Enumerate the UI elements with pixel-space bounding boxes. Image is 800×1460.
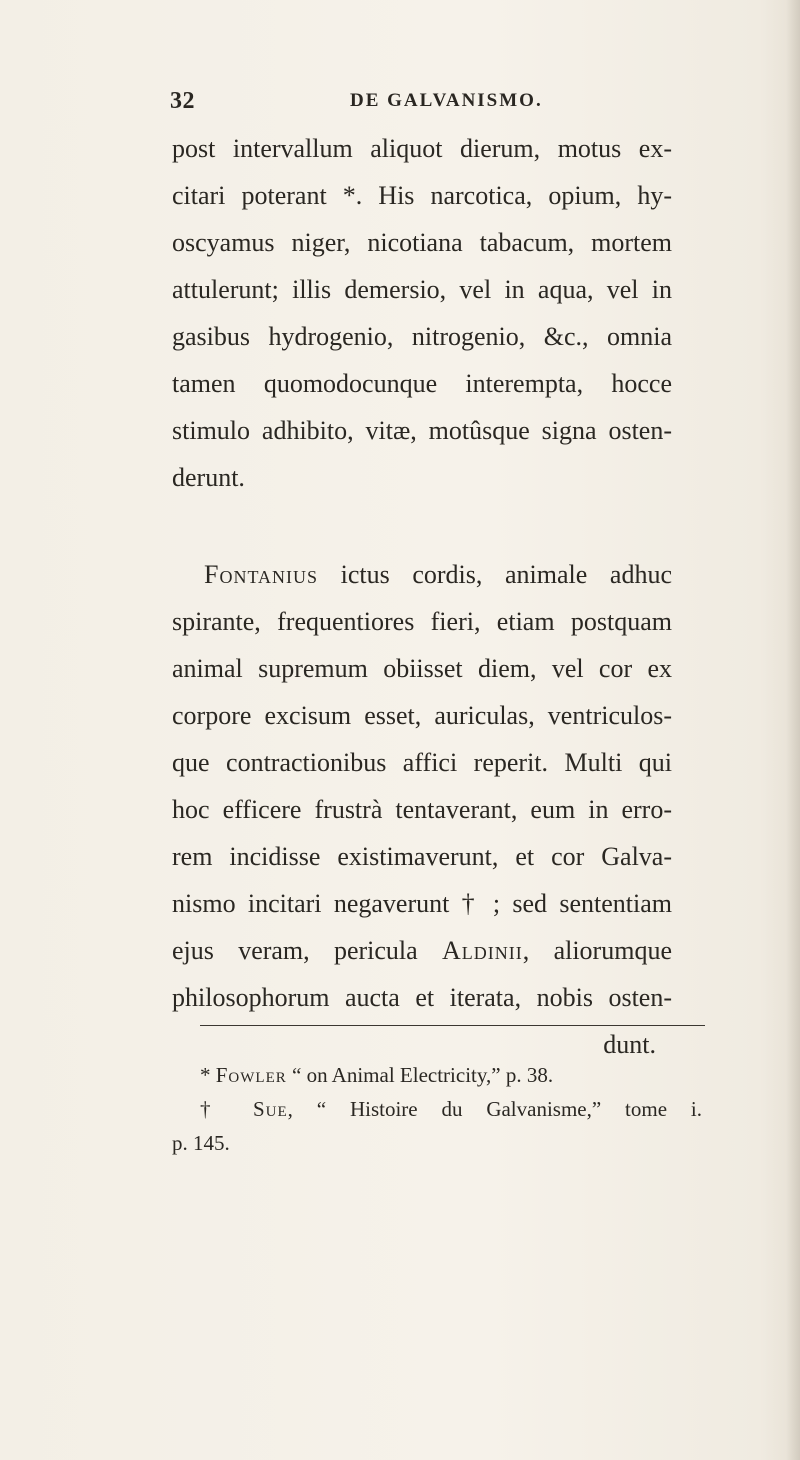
footnote-text: “ on Animal Electricity,” p. 38. (286, 1063, 554, 1087)
text-span: , aliorumque (522, 936, 672, 965)
page-edge-shadow (786, 0, 800, 1460)
text-line: derunt. (172, 463, 245, 492)
text-span: ejus veram, pericula (172, 936, 442, 965)
footnotes (172, 1058, 702, 1160)
running-head (170, 88, 670, 118)
body-text (172, 125, 672, 1068)
footnote-mark: † (200, 1097, 253, 1121)
text-line: oscyamus niger, nicotiana tabacum, mortem (172, 228, 672, 257)
text-line: spirante, frequentiores fieri, etiam postquam (172, 607, 672, 636)
text-line (172, 927, 672, 974)
paragraph-2 (172, 551, 672, 1068)
text-line: tamen quomodocunque interempta, hocce (172, 369, 672, 398)
footnote-1 (172, 1058, 702, 1092)
text-line: que contractionibus affici reperit. Multi qui (172, 748, 672, 777)
text-line: citari poterant *. His narcotica, opium, hy- (172, 181, 672, 210)
text-line: rem incidisse existimaverunt, et cor Galva- (172, 842, 672, 871)
text-line: gasibus hydrogenio, nitrogenio, &c., omnia (172, 322, 672, 351)
footnote-rule (200, 1025, 705, 1026)
footnote-author: Sue (252, 1097, 288, 1121)
author-name-fontanius: Fontanius (204, 560, 319, 589)
running-title: DE GALVANISMO. (350, 90, 543, 111)
text-line: nismo incitari negaverunt † ; sed sententiam (172, 889, 672, 918)
footnote-2-continuation: p. 145. (172, 1131, 230, 1155)
text-line: dunt. (603, 1030, 656, 1059)
footnote-2 (172, 1092, 702, 1126)
footnote-text: , “ Histoire du Galvanisme,” tome i. (287, 1097, 702, 1121)
text-line: animal supremum obiisset diem, vel cor ex (172, 654, 672, 683)
text-line: philosophorum aucta et iterata, nobis osten- (172, 983, 672, 1012)
text-line: post intervallum aliquot dierum, motus ex- (172, 134, 672, 163)
text-line: corpore excisum esset, auriculas, ventriculos- (172, 701, 672, 730)
indent (172, 560, 204, 589)
text-line: stimulo adhibito, vitæ, motûsque signa osten- (172, 416, 672, 445)
footnote-author: Fowler (215, 1063, 287, 1087)
text-line: hoc efficere frustrà tentaverant, eum in erro- (172, 795, 672, 824)
text-span: ictus cordis, animale adhuc (318, 560, 672, 589)
text-line: attulerunt; illis demersio, vel in aqua, vel in (172, 275, 672, 304)
author-name-aldinii: Aldinii (442, 936, 523, 965)
paragraph-gap (172, 501, 672, 551)
footnote-mark: * (200, 1063, 216, 1087)
text-line (172, 551, 672, 598)
page-number: 32 (170, 88, 195, 114)
paragraph-1 (172, 125, 672, 501)
